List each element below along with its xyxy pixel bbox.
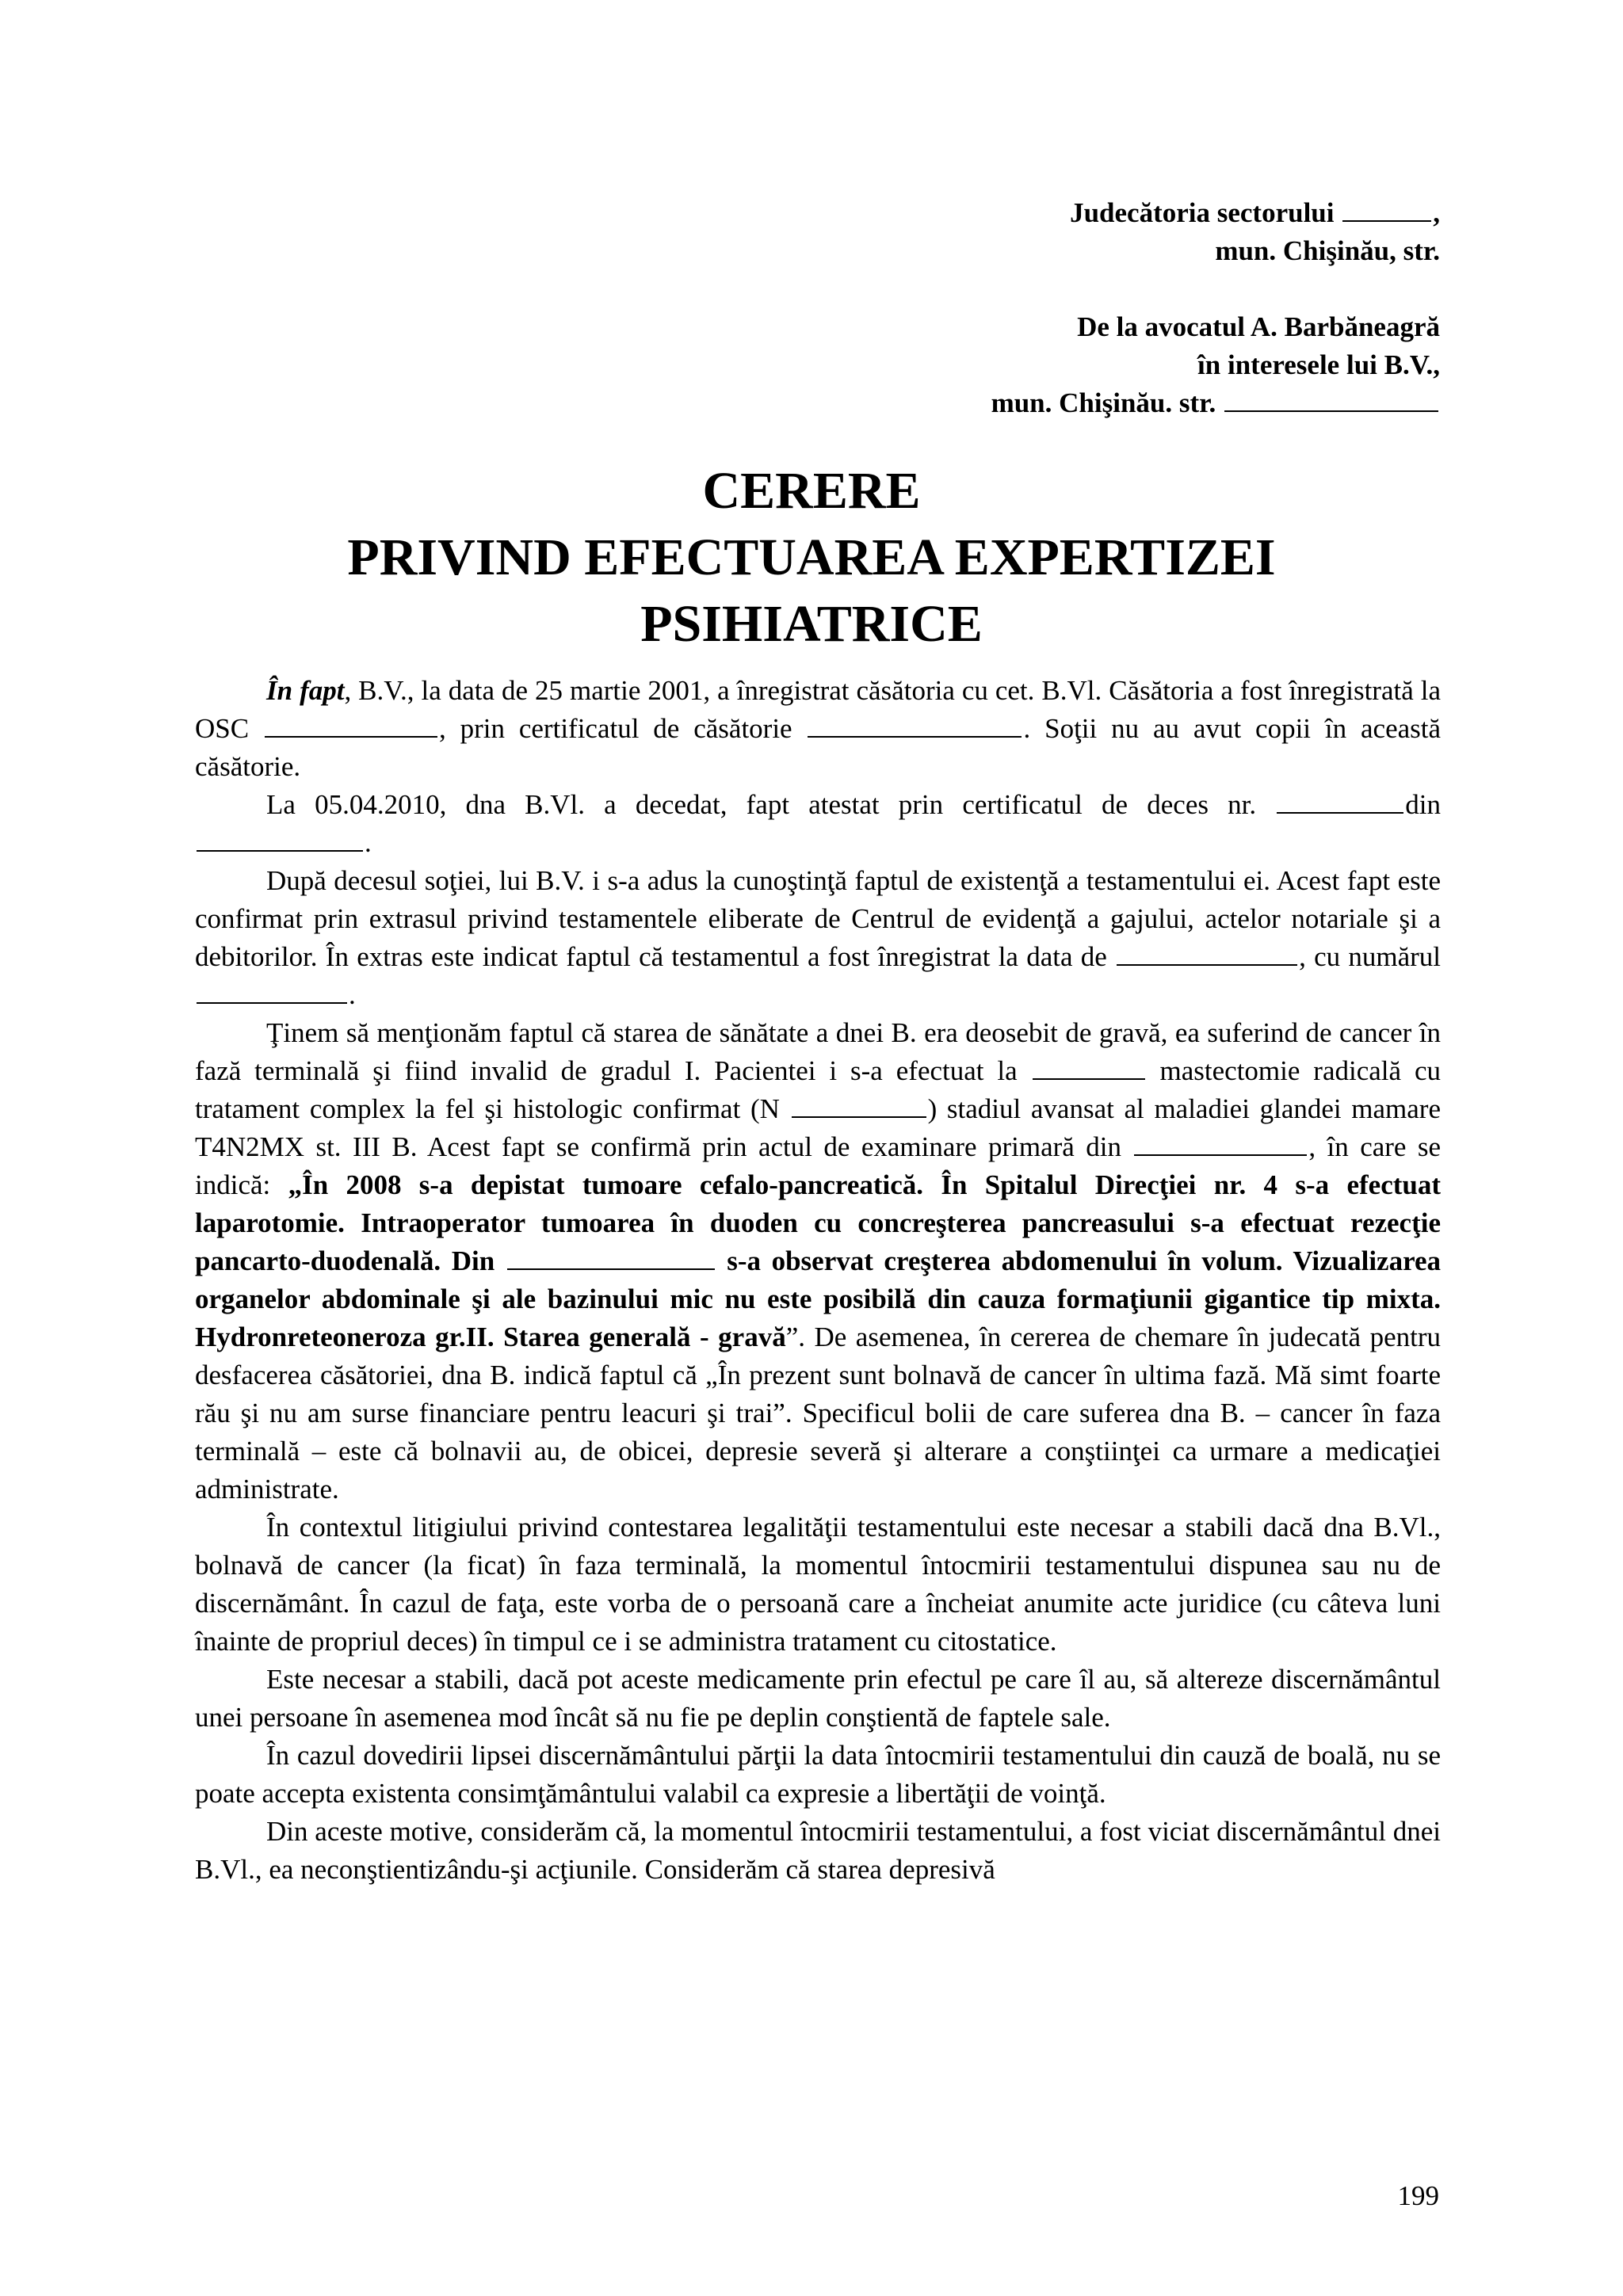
p3-text-c: . (349, 979, 356, 1010)
histology-number-blank (792, 1116, 926, 1118)
p4-text-a: Ţinem să menţionăm faptul că starea de sănătate a dnei B. era deosebit de gravă, ea suferind de cancer în fază terminală şi fiind invalid de gradul I. Pacientei i s-a efectuat la (195, 1017, 1441, 1086)
surgery-date-blank (1033, 1077, 1145, 1080)
certificate-blank (808, 735, 1022, 738)
osc-blank (265, 735, 437, 738)
court-name: Judecătoria sectorului (1070, 197, 1335, 228)
p3-text-b: , cu numărul (1299, 941, 1442, 972)
title-line-1: CERERE (702, 462, 921, 520)
p3-text-a: După decesul soţiei, lui B.V. i s-a adus la cunoştinţă faptul de existenţă a testamentului ei. Acest fapt este confirmat prin extrasul privind testamentele eliberate de Centrul de evidenţă a gajului, actelor notariale şi a debitorilor. În extras este indicat faptul că testamentul a fost înregistrat la data de (195, 865, 1441, 972)
medical-quote-part-1: „În 2008 s-a depistat tumoare cefalo-pancreatică. În Spitalul Direcţiei nr. 4 s-a efectuat laparotomie. Intraoperator tumoarea în duoden cu concreşterea pancreasului s-a efectuat rezecţie pancarto-duodenală. Din (195, 1169, 1442, 1276)
p4-text-c: ) stadiul avansat al maladiei glandei mamare T4N2MX st. III B. Acest fapt se confirmă prin actul de examinare primară din (195, 1093, 1441, 1162)
paragraph-8: Din aceste motive, considerăm că, la momentul întocmirii testamentului, a fost viciat discernământul dnei B.Vl., ea neconştientizându-şi acţiunile. Considerăm că starea depresivă (195, 1816, 1441, 1885)
medical-quote-part-2: s-a observat creşterea abdomenului în volum. Vizualizarea organelor abdominale şi ale bazinului mic nu este posibilă din cauza formaţiunii gigantice tip mixta. Hydronreteoneroza gr.II. Starea generală - gravă (195, 1245, 1442, 1352)
page-number: 199 (1397, 2180, 1439, 2211)
p1-text-a: , B.V., la data de 25 martie 2001, a înregistrat căsătoria cu cet. B.Vl. Căsătoria a fost înregistrată la OSC (195, 675, 1441, 744)
p4-text-e: ”. De asemenea, în cererea de chemare în judecată pentru desfacerea căsătoriei, dna B. indică faptul că „În prezent sunt bolnavă de cancer în ultima fază. Mă simt foarte rău şi nu am surse financiare pentru leacuri şi trai”. Specificul bolii de care suferea dna B. – cancer în faza terminală – este că bolnavii au, de obicei, depresie severă şi alterare a conştiinţei ca urmare a medicaţiei administrate. (195, 1322, 1441, 1505)
observation-date-blank (507, 1268, 715, 1270)
paragraph-7: În cazul dovedirii lipsei discernământului părţii la data întocmirii testamentului din cauză de boală, nu se poate accepta existenta consimţământului valabil ca expresie a libertăţii de voinţă. (195, 1740, 1441, 1809)
in-fapt-lead: În fapt (266, 675, 345, 706)
p4-text-b: mastectomie radicală cu tratament complex la fel şi histologic confirmat (N (195, 1055, 1441, 1124)
interest-line: în interesele lui B.V., (1197, 349, 1440, 380)
p2-text-a: La 05.04.2010, dna B.Vl. a decedat, fapt atestat prin certificatul de deces nr. (266, 789, 1257, 820)
p1-text-c: . Soţii nu au avut copii în această căsătorie. (195, 713, 1442, 782)
paragraph-3 (195, 862, 1441, 1014)
p2-text-b: din (1405, 789, 1442, 820)
paragraph-2 (195, 786, 1441, 862)
court-city: mun. Chişinău, str. (1215, 235, 1440, 266)
paragraph-5: În contextul litigiului privind contestarea legalităţii testamentului este necesar a stabili dacă dna B.Vl., bolnavă de cancer (la ficat) în faza terminală, la momentul întocmirii testamentului dispunea sau nu de discernământ. În cazul de faţa, este vorba de o persoană care a încheiat anumite acte juridice (cu câteva luni înainte de propriul deces) în timpul ce i se administra tratament cu citostatice. (195, 1512, 1441, 1657)
p1-text-b: , prin certificatul de căsătorie (438, 713, 792, 744)
court-address-block (727, 194, 1440, 270)
court-comma: , (1433, 197, 1440, 228)
exam-date-blank (1134, 1154, 1307, 1156)
lawyer-line: De la avocatul A. Barbăneagră (1077, 311, 1440, 342)
court-sector-blank (1342, 219, 1431, 222)
testament-date-blank (1117, 963, 1297, 966)
p2-text-c: . (365, 827, 372, 858)
testament-number-blank (197, 1001, 347, 1004)
paragraph-6: Este necesar a stabili, dacă pot aceste medicamente prin efectul pe care îl au, să altereze discernământul unei persoane în asemenea mod încât să nu fie pe deplin conştientă de faptele sale. (195, 1664, 1441, 1733)
document-title (0, 458, 1623, 658)
p4-text-d: , în care se indică: (195, 1131, 1442, 1200)
death-cert-number-blank (1277, 811, 1403, 814)
lawyer-city-line (727, 384, 1440, 422)
lawyer-street-blank (1224, 410, 1438, 412)
court-line (727, 194, 1440, 232)
death-cert-date-blank (197, 849, 363, 852)
title-line-2: PRIVIND EFECTUAREA EXPERTIZEI (347, 528, 1276, 586)
paragraph-4 (195, 1014, 1441, 1508)
title-line-3: PSIHIATRICE (640, 595, 983, 653)
document-body (195, 672, 1441, 1889)
paragraph-1 (195, 672, 1441, 786)
lawyer-address-block (727, 308, 1440, 422)
lawyer-city: mun. Chişinău. str. (991, 387, 1216, 418)
